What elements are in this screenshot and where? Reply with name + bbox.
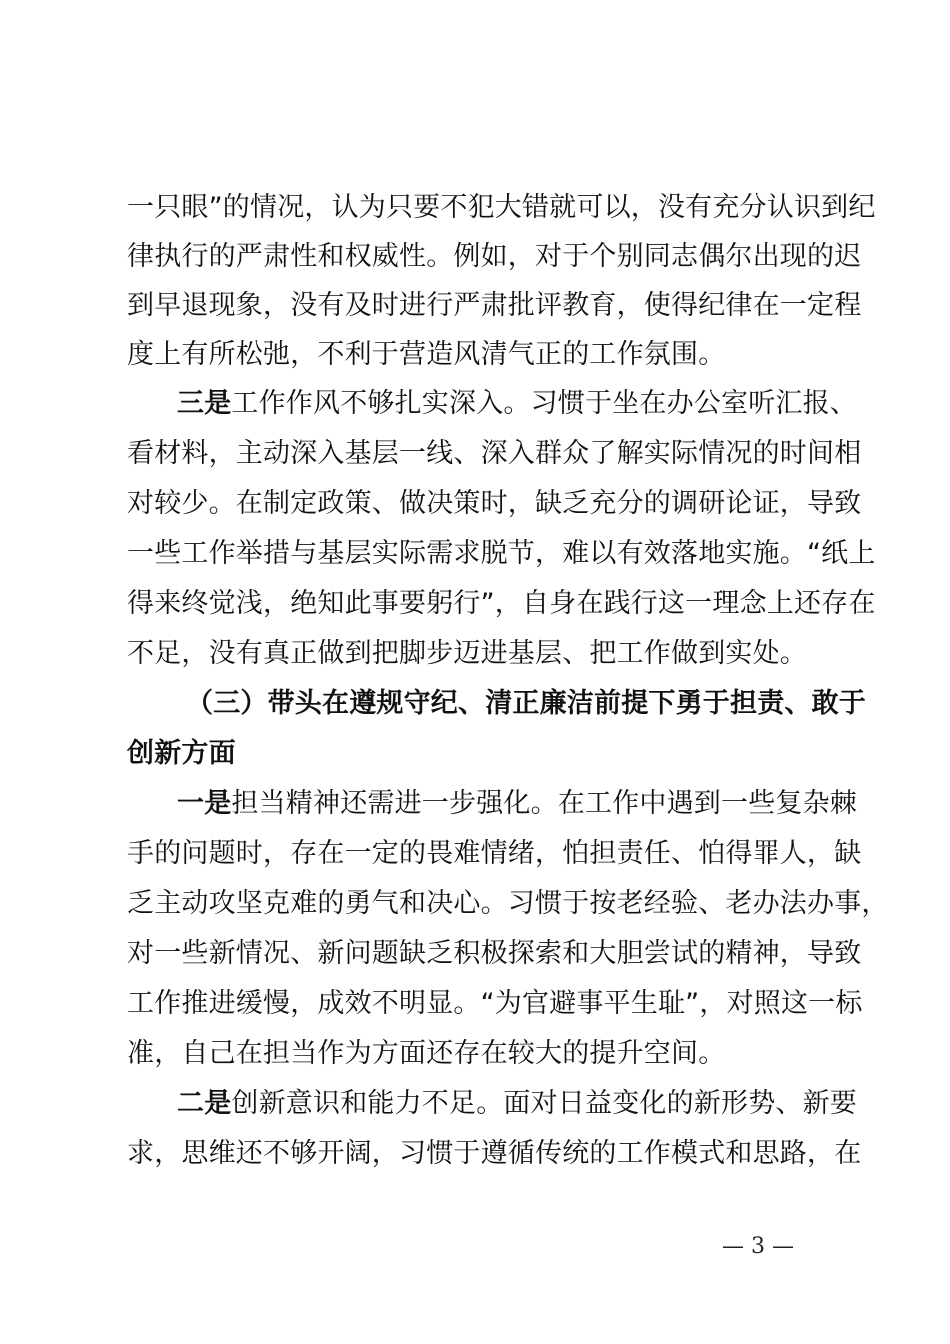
body-text-line: 手的问题时，存在一定的畏难情绪，怕担责任、怕得罪人，缺 — [127, 838, 862, 869]
section-heading-continued: 创新方面 — [127, 738, 236, 769]
paragraph-text: 工作作风不够扎实深入。习惯于坐在办公室听汇报、 — [231, 388, 858, 419]
paragraph-first-line — [177, 1084, 857, 1124]
paragraph-lead: 一是 — [177, 788, 232, 819]
body-text-line: 乏主动攻坚克难的勇气和决心。习惯于按老经验、老办法办事， — [127, 888, 889, 919]
paragraph-first-line — [177, 784, 857, 824]
body-text-line: 一些工作举措与基层实际需求脱节，难以有效落地实施。“纸上 — [127, 538, 876, 569]
paragraph-lead: 三是 — [177, 388, 232, 419]
body-text-line: 对一些新情况、新问题缺乏积极探索和大胆尝试的精神，导致 — [127, 938, 862, 969]
body-text-line: 度上有所松弛，不利于营造风清气正的工作氛围。 — [127, 339, 726, 370]
body-text-line: 求，思维还不够开阔，习惯于遵循传统的工作模式和思路，在 — [127, 1138, 862, 1169]
paragraph-lead: 二是 — [177, 1088, 232, 1119]
body-text-line: 工作推进缓慢，成效不明显。“为官避事平生耻”，对照这一标 — [127, 988, 863, 1019]
paragraph-text: 担当精神还需进一步强化。在工作中遇到一些复杂棘 — [231, 788, 858, 819]
paragraph-text: 创新意识和能力不足。面对日益变化的新形势、新要 — [231, 1088, 858, 1119]
section-heading: （三）带头在遵规守纪、清正廉洁前提下勇于担责、敢于 — [186, 688, 866, 719]
body-text-line: 对较少。在制定政策、做决策时，缺乏充分的调研论证，导致 — [127, 488, 862, 519]
body-text-line: 得来终觉浅，绝知此事要躬行”，自身在践行这一理念上还存在 — [127, 588, 876, 619]
body-text-line: 到早退现象，没有及时进行严肃批评教育，使得纪律在一定程 — [127, 290, 862, 321]
page-number: — 3 — — [722, 1234, 794, 1259]
paragraph-first-line — [177, 384, 857, 424]
body-text-line: 律执行的严肃性和权威性。例如，对于个别同志偶尔出现的迟 — [127, 241, 862, 272]
body-text-line: 一只眼”的情况，认为只要不犯大错就可以，没有充分认识到纪 — [127, 192, 876, 223]
body-text-line: 准，自己在担当作为方面还存在较大的提升空间。 — [127, 1038, 726, 1069]
body-text-line: 不足，没有真正做到把脚步迈进基层、把工作做到实处。 — [127, 638, 807, 669]
body-text-line: 看材料，主动深入基层一线、深入群众了解实际情况的时间相 — [127, 438, 862, 469]
